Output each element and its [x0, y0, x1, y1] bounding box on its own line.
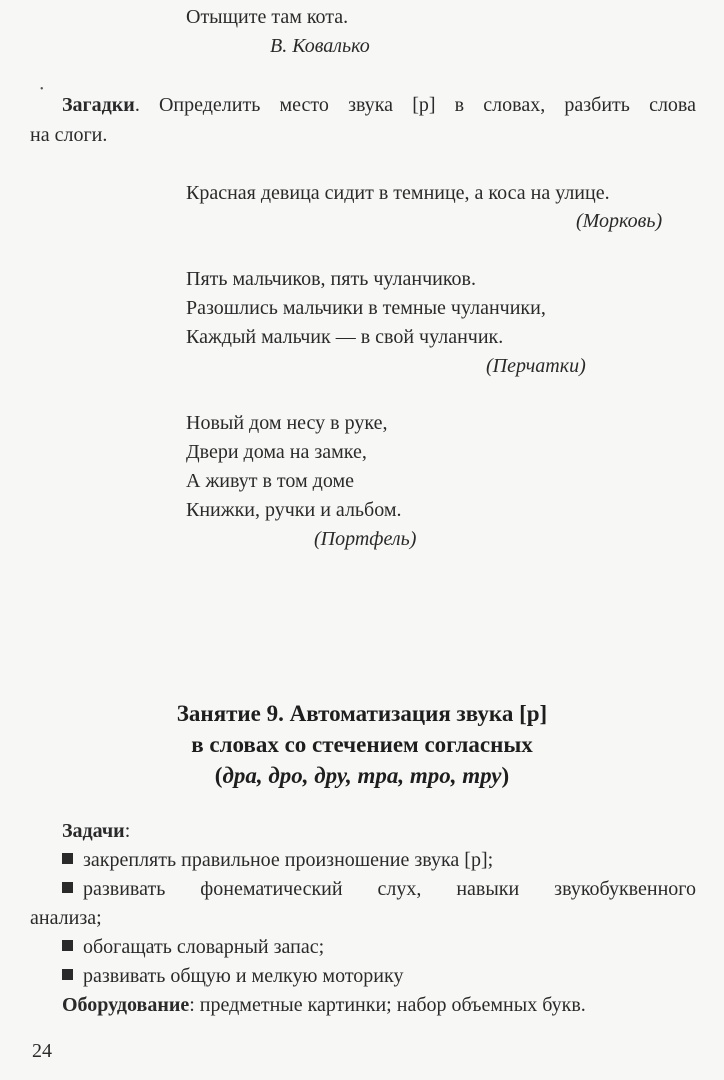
bullet-icon — [62, 940, 73, 951]
task-item-4: развивать общую и мелкую моторику — [62, 963, 403, 989]
task-item-1: закреплять правильное произношение звука [р]; — [62, 847, 493, 873]
riddles-instruction-cont: на слоги. — [30, 124, 108, 146]
print-speck: • — [40, 84, 44, 95]
riddle-3-line-3: А живут в том доме — [186, 470, 354, 492]
bullet-icon — [62, 882, 73, 893]
poem-author: В. Ковалько — [270, 35, 370, 57]
riddles-heading: Загадки — [62, 94, 135, 116]
riddle-2-line-2: Разошлись мальчики в темные чуланчики, — [186, 297, 546, 319]
riddles-instruction — [62, 92, 696, 118]
task-item-2: развивать фонематический слух, навыки звукобуквенного — [62, 876, 696, 902]
poem-last-line: Отыщите там кота. — [186, 6, 349, 28]
equipment-heading: Оборудование — [62, 994, 190, 1016]
tasks-heading: Задачи: — [62, 820, 131, 842]
bullet-icon — [62, 853, 73, 864]
riddle-1-line-1: Красная девица сидит в темнице, а коса на улице. — [186, 182, 610, 204]
bullet-icon — [62, 969, 73, 980]
riddle-2-line-1: Пять мальчиков, пять чуланчиков. — [186, 268, 476, 290]
equipment — [62, 992, 586, 1018]
equipment-text: : предметные картинки; набор объемных букв. — [189, 994, 586, 1016]
riddle-3-line-2: Двери дома на замке, — [186, 441, 367, 463]
riddle-3-answer: (Портфель) — [314, 528, 417, 550]
riddle-2-answer: (Перчатки) — [486, 355, 586, 377]
lesson-syllables: дра, дро, дру, тра, тро, тру — [222, 763, 502, 788]
riddle-1-answer: (Морковь) — [576, 210, 663, 232]
riddle-2-line-3: Каждый мальчик — в свой чуланчик. — [186, 326, 504, 348]
lesson-title-line-3: (дра, дро, дру, тра, тро, тру) — [214, 763, 510, 788]
riddles-instruction-text: . Определить место звука [р] в словах, разбить слова — [134, 94, 696, 116]
riddle-3-line-1: Новый дом несу в руке, — [186, 412, 388, 434]
page-number: 24 — [32, 1040, 52, 1062]
task-item-2-cont: анализа; — [30, 907, 102, 929]
lesson-title-line-2: в словах со стечением согласных — [191, 732, 533, 757]
lesson-title-line-1: Занятие 9. Автоматизация звука [р] — [176, 701, 548, 726]
riddle-3-line-4: Книжки, ручки и альбом. — [186, 499, 402, 521]
task-item-3: обогащать словарный запас; — [62, 934, 324, 960]
